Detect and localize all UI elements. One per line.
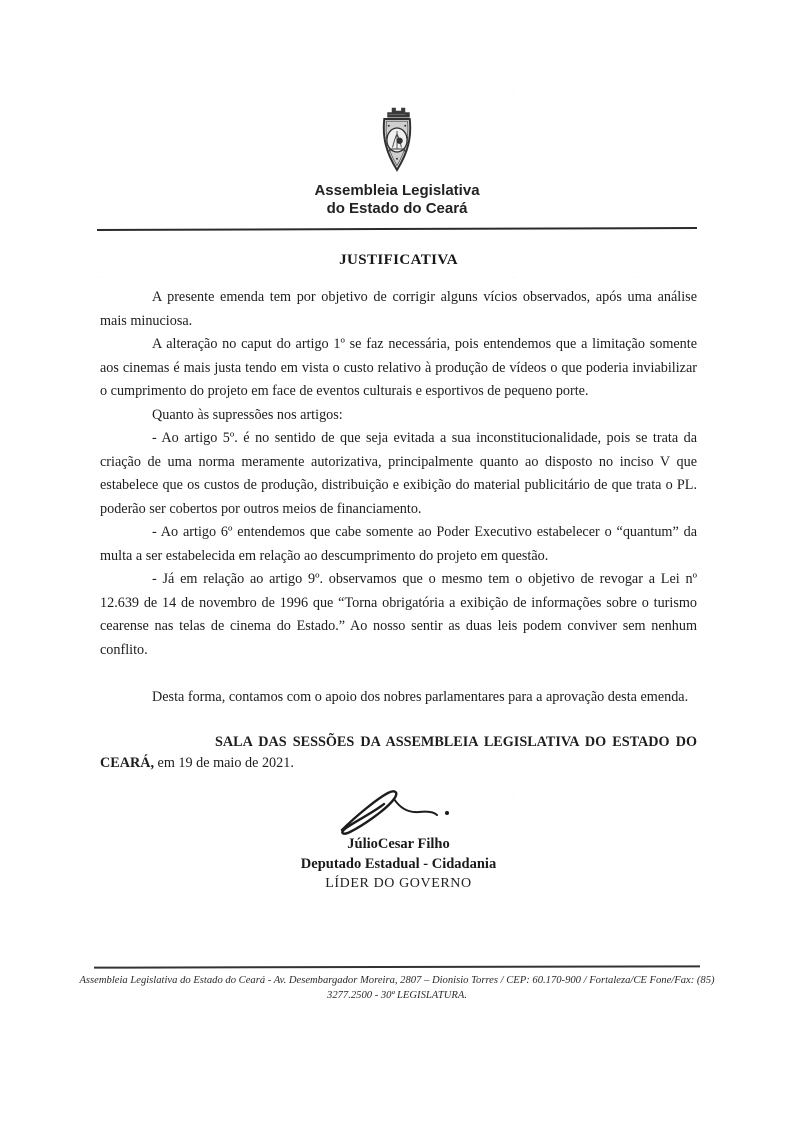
body-paragraph-6: - Já em relação ao artigo 9º. observamos que o mesmo tem o objetivo de revogar a Lei nº 12.639 de 14 de novembro de 1996 que “Torna obrigatória a exibição de informações sobre o turismo cearense nas telas de cinema do Estado.” Ao nosso sentir as duas leis podem conviver sem nenhum conflito. [100,571,697,658]
body-paragraph-2: A alteração no caput do artigo 1º se faz necessária, pois entendemos que a limitação somente aos cinemas é mais justa tendo em vista o custo relativo à produção de vídeos o que poderia inviabilizar o cumprimento do projeto em face de eventos culturais e esportivos de pequeno porte. [100,336,697,399]
footer-address-line2: 3277.2500 - 30ª LEGISLATURA. [327,989,467,1001]
footer-address [77,974,717,1003]
org-name [0,182,794,218]
body-paragraph-5: - Ao artigo 6º entendemos que cabe somente ao Poder Executivo estabelecer o “quantum” da multa a ser estabelecida em relação ao descumprimento do projeto em questão. [100,524,697,564]
header-divider [97,227,697,231]
letterhead [0,0,794,230]
signer-role: Deputado Estadual - Cidadania [300,855,497,872]
closing-session-text: SALA DAS SESSÕES DA ASSEMBLEIA LEGISLATIVA DO ESTADO DO CEARÁ, [100,733,697,771]
signer-position: LÍDER DO GOVERNO [325,875,472,891]
body-paragraph-1: A presente emenda tem por objetivo de corrigir alguns vícios observados, após uma análise mais minuciosa. [100,289,697,329]
document-body [100,252,697,893]
document-title: JUSTIFICATIVA [339,252,458,268]
body-paragraph-4: - Ao artigo 5º. é no sentido de que seja evitada a sua inconstitucionalidade, pois se trata da criação de uma norma meramente autorizativa, principalmente quanto ao disposto no inciso V que estabelece que os custos de produção, distribuição e exibição do material publicitário de que trata o PL. poderão ser cobertos por outros meios de financiamento. [100,430,697,517]
closing-date-text: em 19 de maio de 2021. [154,754,294,771]
org-name-line2: do Estado do Ceará [326,200,468,217]
body-paragraph-3: Quanto às supressões nos artigos: [152,406,343,423]
handwritten-signature-icon [304,786,494,838]
signature-block [100,786,697,893]
ceara-coat-of-arms-icon [367,104,427,176]
org-name-line1: Assembleia Legislativa [314,182,480,199]
footer-divider [94,965,700,968]
signer-name: JúlioCesar Filho [347,835,450,852]
body-paragraph-7: Desta forma, contamos com o apoio dos nobres parlamentares para a aprovação desta emenda. [152,689,689,705]
letterfoot [0,966,794,1003]
closing-statement [100,732,697,774]
footer-address-line1: Assembleia Legislativa do Estado do Ceará - Av. Desembargador Moreira, 2807 – Dionisio Torres / CEP: 60.170-900 / Fortaleza/CE Fone/Fax: (85) [79,975,715,986]
